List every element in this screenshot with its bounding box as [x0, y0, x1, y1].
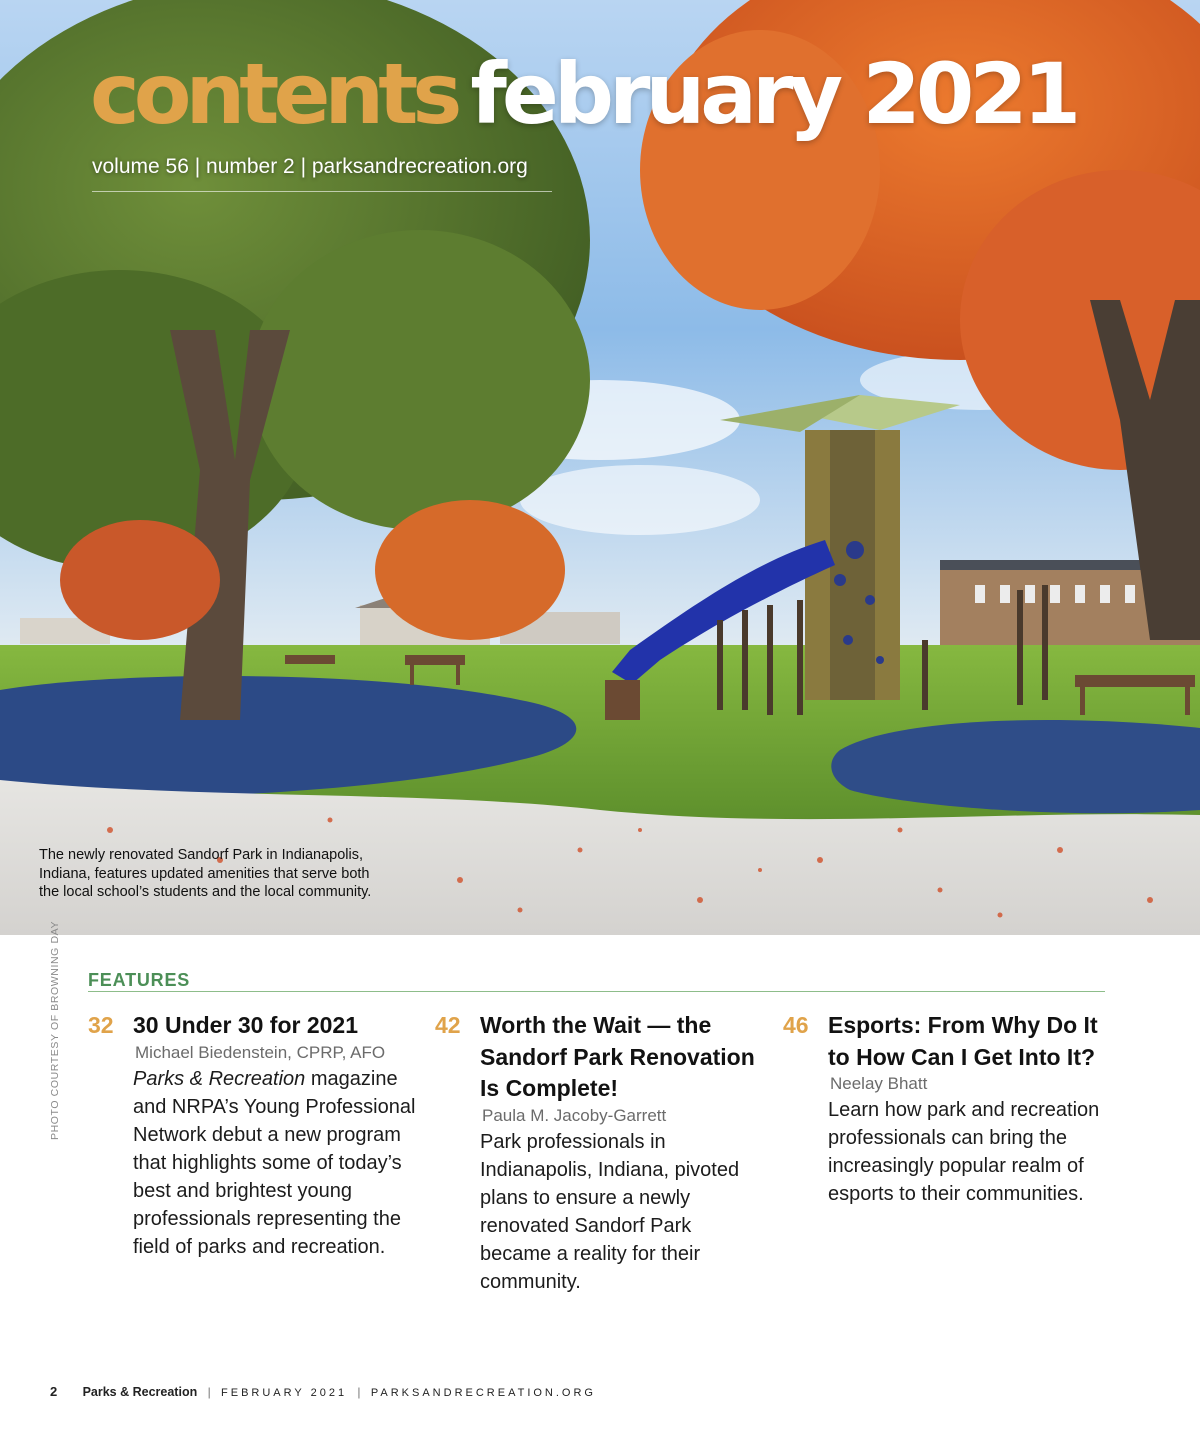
contents-masthead: [90, 45, 1077, 143]
article-title[interactable]: 30 Under 30 for 2021: [133, 1012, 359, 1038]
feature-article-sandorf-park[interactable]: [435, 1010, 755, 1296]
article-description: [133, 1065, 433, 1261]
features-divider: [88, 991, 1105, 992]
footer-separator: |: [357, 1385, 361, 1399]
issue-info: volume 56 | number 2 | parksandrecreation.org: [92, 155, 528, 178]
article-description: Learn how park and recreation professionals can bring the increasingly popular realm of esports to their communities.: [828, 1099, 1100, 1205]
article-title[interactable]: Worth the Wait — the Sandorf Park Renovation Is Complete!: [480, 1012, 755, 1101]
article-author: Michael Biedenstein, CPRP, AFO: [135, 1042, 386, 1062]
page-number: 42: [435, 1012, 461, 1038]
feature-article-esports[interactable]: [783, 1010, 1108, 1208]
page-number: 46: [783, 1012, 809, 1038]
page-footer: [50, 1384, 596, 1399]
photo-credit: PHOTO COURTESY OF BROWNING DAY: [49, 920, 61, 1140]
issue-date: february 2021: [470, 45, 1077, 143]
footer-page-number: 2: [50, 1384, 58, 1399]
article-author: Neelay Bhatt: [830, 1074, 928, 1093]
features-heading: FEATURES: [88, 970, 191, 990]
description-text: magazine and NRPA’s Young Professional Network debut a new program that highlights some of today’s best and brightest young professionals representing the field of parks and recreation.: [133, 1067, 416, 1258]
issue-divider: [92, 191, 552, 192]
feature-article-30-under-30[interactable]: [88, 1010, 433, 1261]
contents-word: contents: [90, 45, 457, 143]
article-author: Paula M. Jacoby-Garrett: [482, 1105, 667, 1125]
footer-separator: |: [207, 1385, 211, 1399]
footer-month: FEBRUARY 2021: [221, 1387, 348, 1399]
magazine-name-italic: Parks & Recreation: [133, 1067, 306, 1090]
page-number: 32: [88, 1012, 114, 1038]
footer-website[interactable]: PARKSANDRECREATION.ORG: [370, 1387, 596, 1399]
photo-caption: The newly renovated Sandorf Park in Indianapolis, Indiana, features updated amenities that serve both the local school’s students and the local community.: [39, 847, 372, 900]
article-title[interactable]: Esports: From Why Do It to How Can I Get Into It?: [828, 1012, 1098, 1070]
footer-magazine-name: Parks & Recreation: [82, 1385, 198, 1399]
article-description: Park professionals in Indianapolis, Indiana, pivoted plans to ensure a newly renovated Sandorf Park became a reality for their community.: [480, 1130, 740, 1293]
